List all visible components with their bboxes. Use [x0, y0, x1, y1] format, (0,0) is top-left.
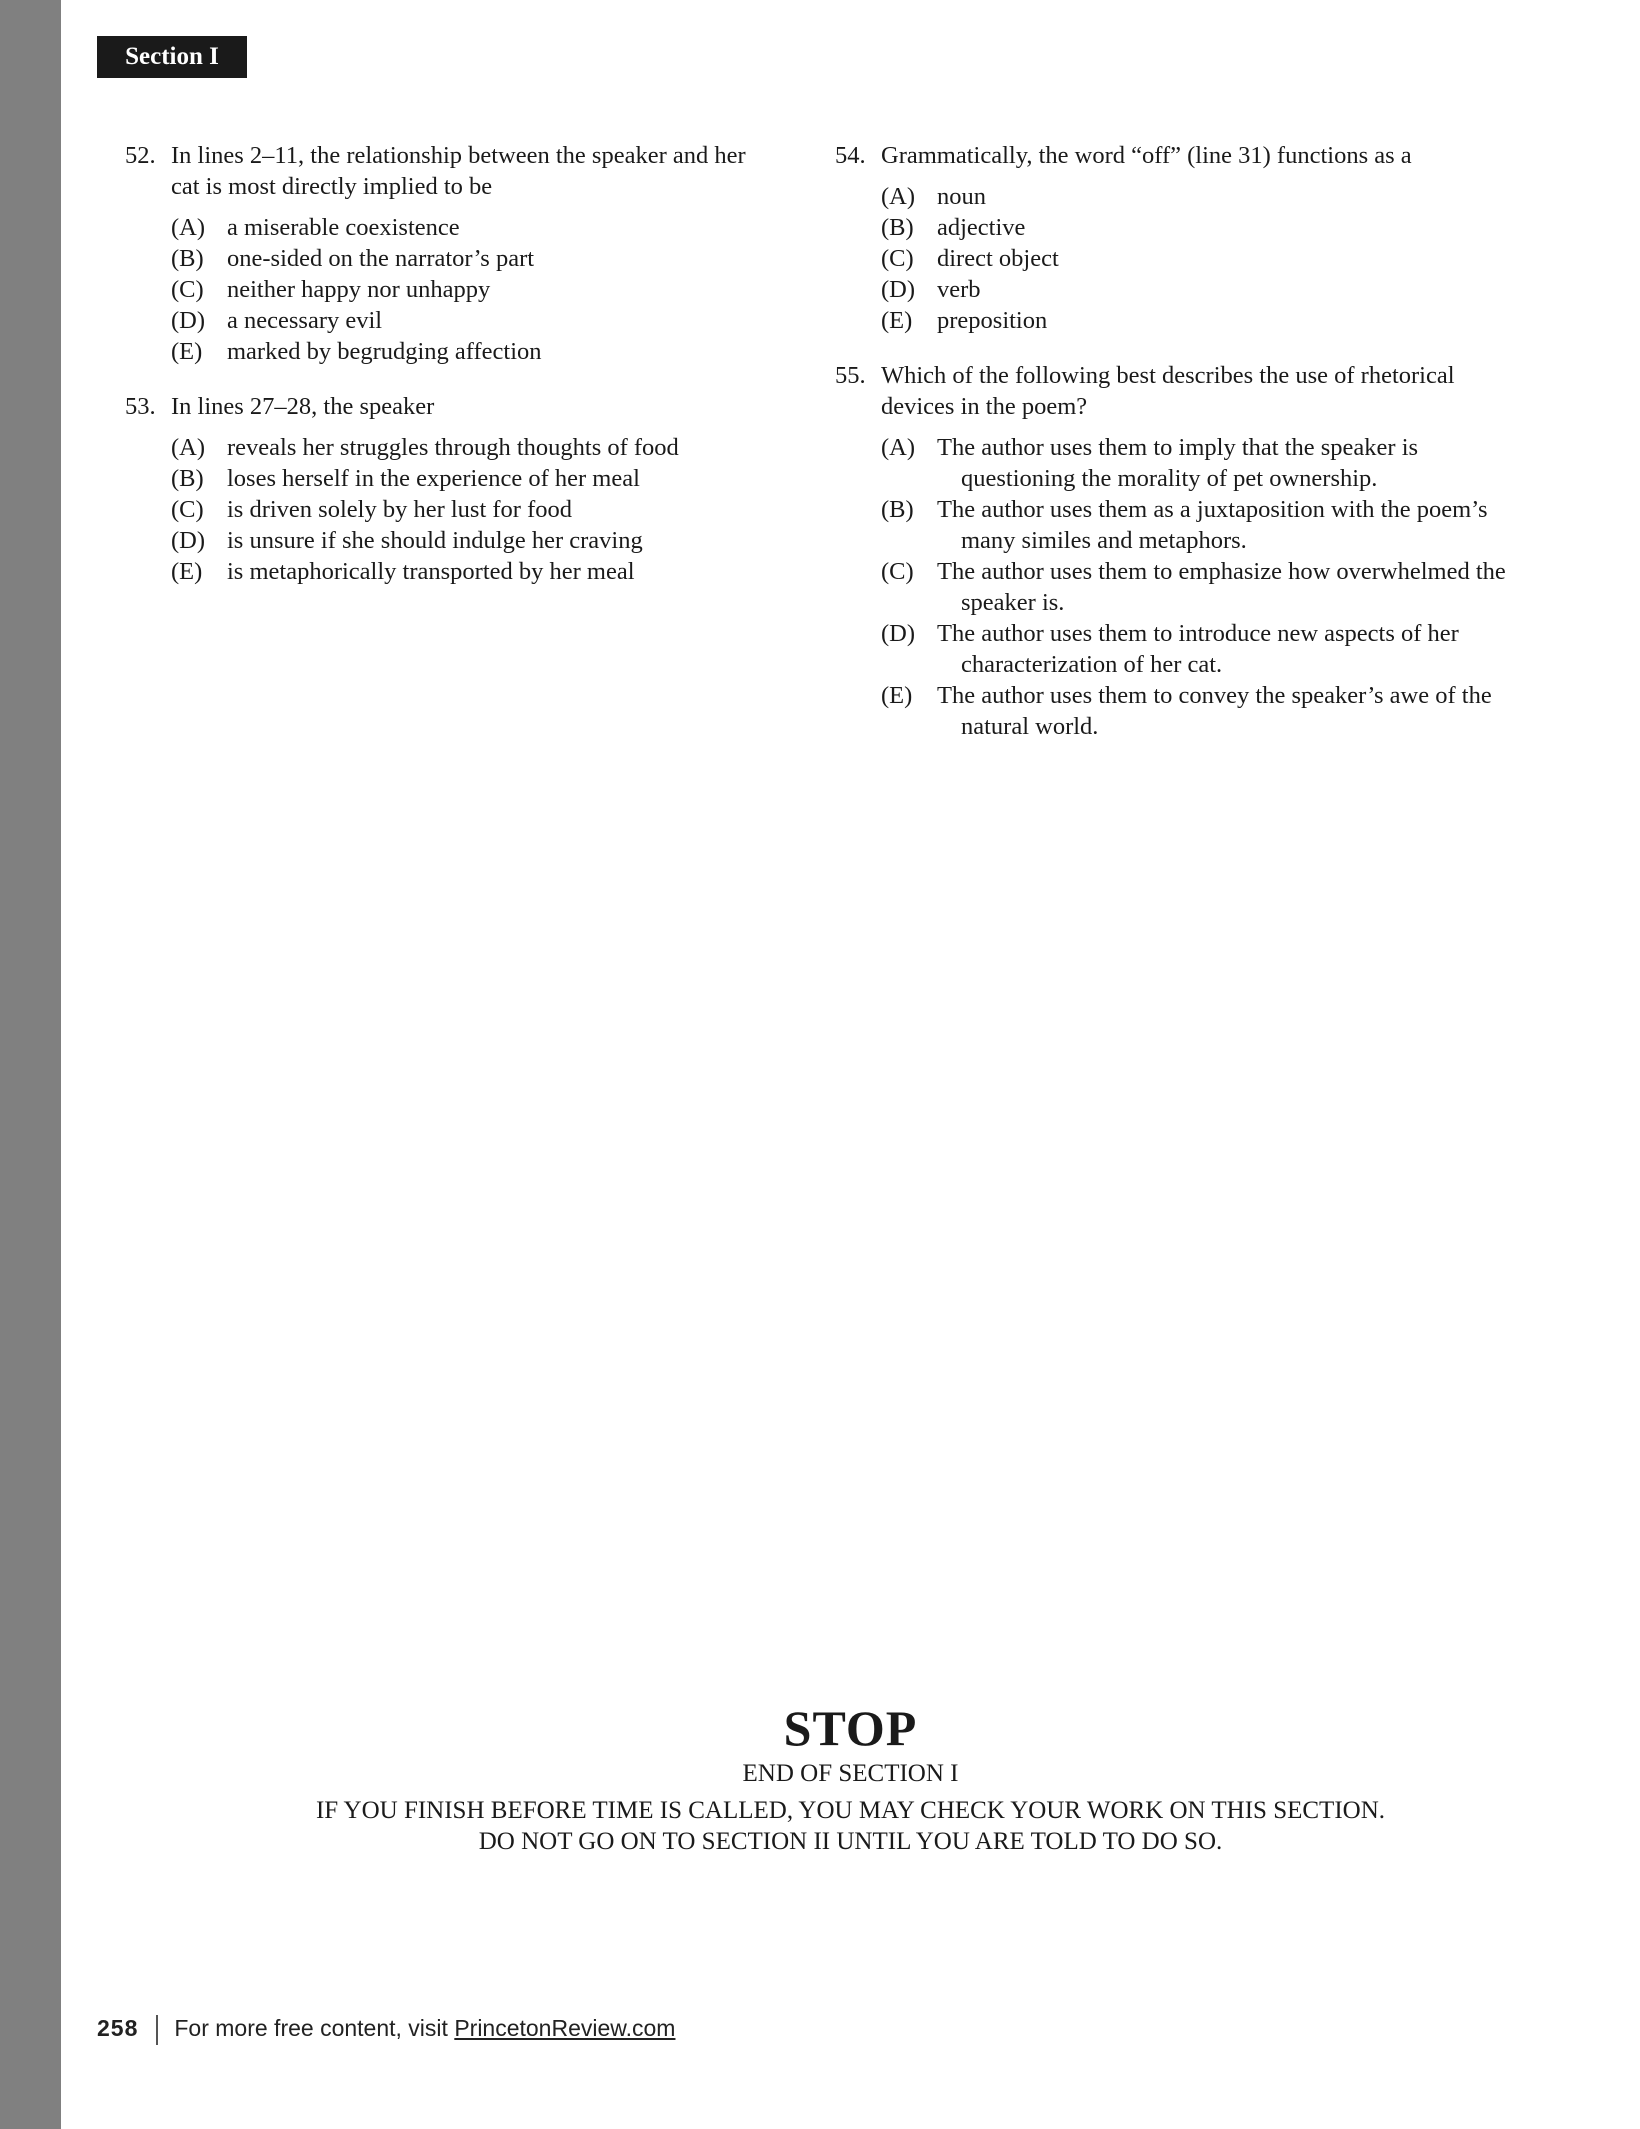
question-stem: In lines 27–28, the speaker [171, 393, 435, 420]
answer-options [835, 432, 1515, 742]
stop-instruction-line: DO NOT GO ON TO SECTION II UNTIL YOU ARE TOLD TO DO SO. [478, 1828, 1223, 1855]
stop-instructions [61, 1795, 1640, 1857]
answer-option-d[interactable] [881, 618, 1515, 680]
option-letter: (E) [171, 558, 203, 585]
answer-option-e[interactable] [881, 305, 1515, 336]
page-number: 258 [97, 2015, 139, 2041]
option-letter: (D) [171, 527, 206, 554]
answer-option-a[interactable] [881, 432, 1515, 494]
question-55 [835, 360, 1515, 742]
page-footer [97, 2012, 675, 2044]
footer-text: For more free content, visit [174, 2015, 455, 2041]
option-text: neither happy nor unhappy [227, 276, 491, 303]
question-52 [125, 140, 765, 367]
option-letter: (B) [171, 465, 204, 492]
answer-option-c[interactable] [881, 556, 1515, 618]
answer-option-b[interactable] [171, 243, 765, 274]
answer-option-e[interactable] [171, 336, 765, 367]
option-text: The author uses them as a juxtaposition with the poem’s many similes and metaphors. [937, 496, 1488, 554]
answer-options [835, 181, 1515, 336]
page-side-bar [0, 0, 61, 2129]
option-text: is metaphorically transported by her meal [227, 558, 635, 585]
option-text: reveals her struggles through thoughts of food [227, 434, 679, 461]
question-stem: In lines 2–11, the relationship between the speaker and her cat is most directly implied to be [171, 142, 746, 200]
question-54 [835, 140, 1515, 336]
option-letter: (A) [881, 183, 916, 210]
option-text: direct object [937, 245, 1059, 272]
answer-option-a[interactable] [881, 181, 1515, 212]
section-tab: Section I [97, 36, 247, 78]
option-text: marked by begrudging affection [227, 338, 542, 365]
option-letter: (E) [881, 682, 913, 709]
option-letter: (A) [171, 434, 206, 461]
option-text: noun [937, 183, 986, 210]
option-letter: (C) [171, 276, 204, 303]
question-stem: Which of the following best describes the use of rhetorical devices in the poem? [881, 362, 1455, 420]
question-stem: Grammatically, the word “off” (line 31) functions as a [881, 142, 1412, 169]
option-text: verb [937, 276, 981, 303]
answer-option-b[interactable] [881, 494, 1515, 556]
option-letter: (C) [881, 245, 914, 272]
option-text: loses herself in the experience of her meal [227, 465, 640, 492]
question-53 [125, 391, 765, 587]
answer-option-e[interactable] [171, 556, 765, 587]
option-letter: (E) [881, 307, 913, 334]
option-letter: (B) [881, 214, 914, 241]
option-letter: (E) [171, 338, 203, 365]
answer-option-a[interactable] [171, 212, 765, 243]
option-letter: (A) [171, 214, 206, 241]
answer-option-d[interactable] [171, 525, 765, 556]
option-letter: (C) [171, 496, 204, 523]
answer-option-c[interactable] [171, 494, 765, 525]
option-text: adjective [937, 214, 1026, 241]
option-letter: (D) [881, 276, 916, 303]
option-letter: (B) [881, 496, 914, 523]
answer-option-c[interactable] [881, 243, 1515, 274]
option-letter: (D) [881, 620, 916, 647]
footer-divider [156, 2015, 158, 2045]
question-number: 52. [125, 142, 156, 169]
option-text: a necessary evil [227, 307, 383, 334]
option-text: The author uses them to convey the speaker’s awe of the natural world. [937, 682, 1492, 740]
option-letter: (B) [171, 245, 204, 272]
answer-option-d[interactable] [881, 274, 1515, 305]
answer-options [125, 432, 765, 587]
option-text: The author uses them to imply that the speaker is questioning the morality of pet ownership. [937, 434, 1419, 492]
questions-column-left [125, 140, 765, 611]
option-text: a miserable coexistence [227, 214, 460, 241]
option-text: one-sided on the narrator’s part [227, 245, 535, 272]
answer-option-b[interactable] [881, 212, 1515, 243]
option-letter: (C) [881, 558, 914, 585]
option-letter: (D) [171, 307, 206, 334]
option-text: is driven solely by her lust for food [227, 496, 572, 523]
answer-option-c[interactable] [171, 274, 765, 305]
option-text: The author uses them to emphasize how overwhelmed the speaker is. [937, 558, 1506, 616]
question-number: 55. [835, 362, 866, 389]
answer-option-b[interactable] [171, 463, 765, 494]
questions-column-right [835, 140, 1515, 766]
end-of-section-label: END OF SECTION I [742, 1760, 959, 1787]
stop-title: STOP [783, 1700, 918, 1756]
option-text: is unsure if she should indulge her craving [227, 527, 643, 554]
option-text: The author uses them to introduce new aspects of her characterization of her cat. [937, 620, 1459, 678]
stop-instruction-line: IF YOU FINISH BEFORE TIME IS CALLED, YOU MAY CHECK YOUR WORK ON THIS SECTION. [315, 1797, 1386, 1824]
stop-notice [61, 1698, 1640, 1857]
answer-option-d[interactable] [171, 305, 765, 336]
option-text: preposition [937, 307, 1048, 334]
option-letter: (A) [881, 434, 916, 461]
answer-option-a[interactable] [171, 432, 765, 463]
question-number: 53. [125, 393, 156, 420]
princeton-review-link[interactable]: PrincetonReview.com [454, 2015, 676, 2041]
answer-option-e[interactable] [881, 680, 1515, 742]
answer-options [125, 212, 765, 367]
question-number: 54. [835, 142, 866, 169]
